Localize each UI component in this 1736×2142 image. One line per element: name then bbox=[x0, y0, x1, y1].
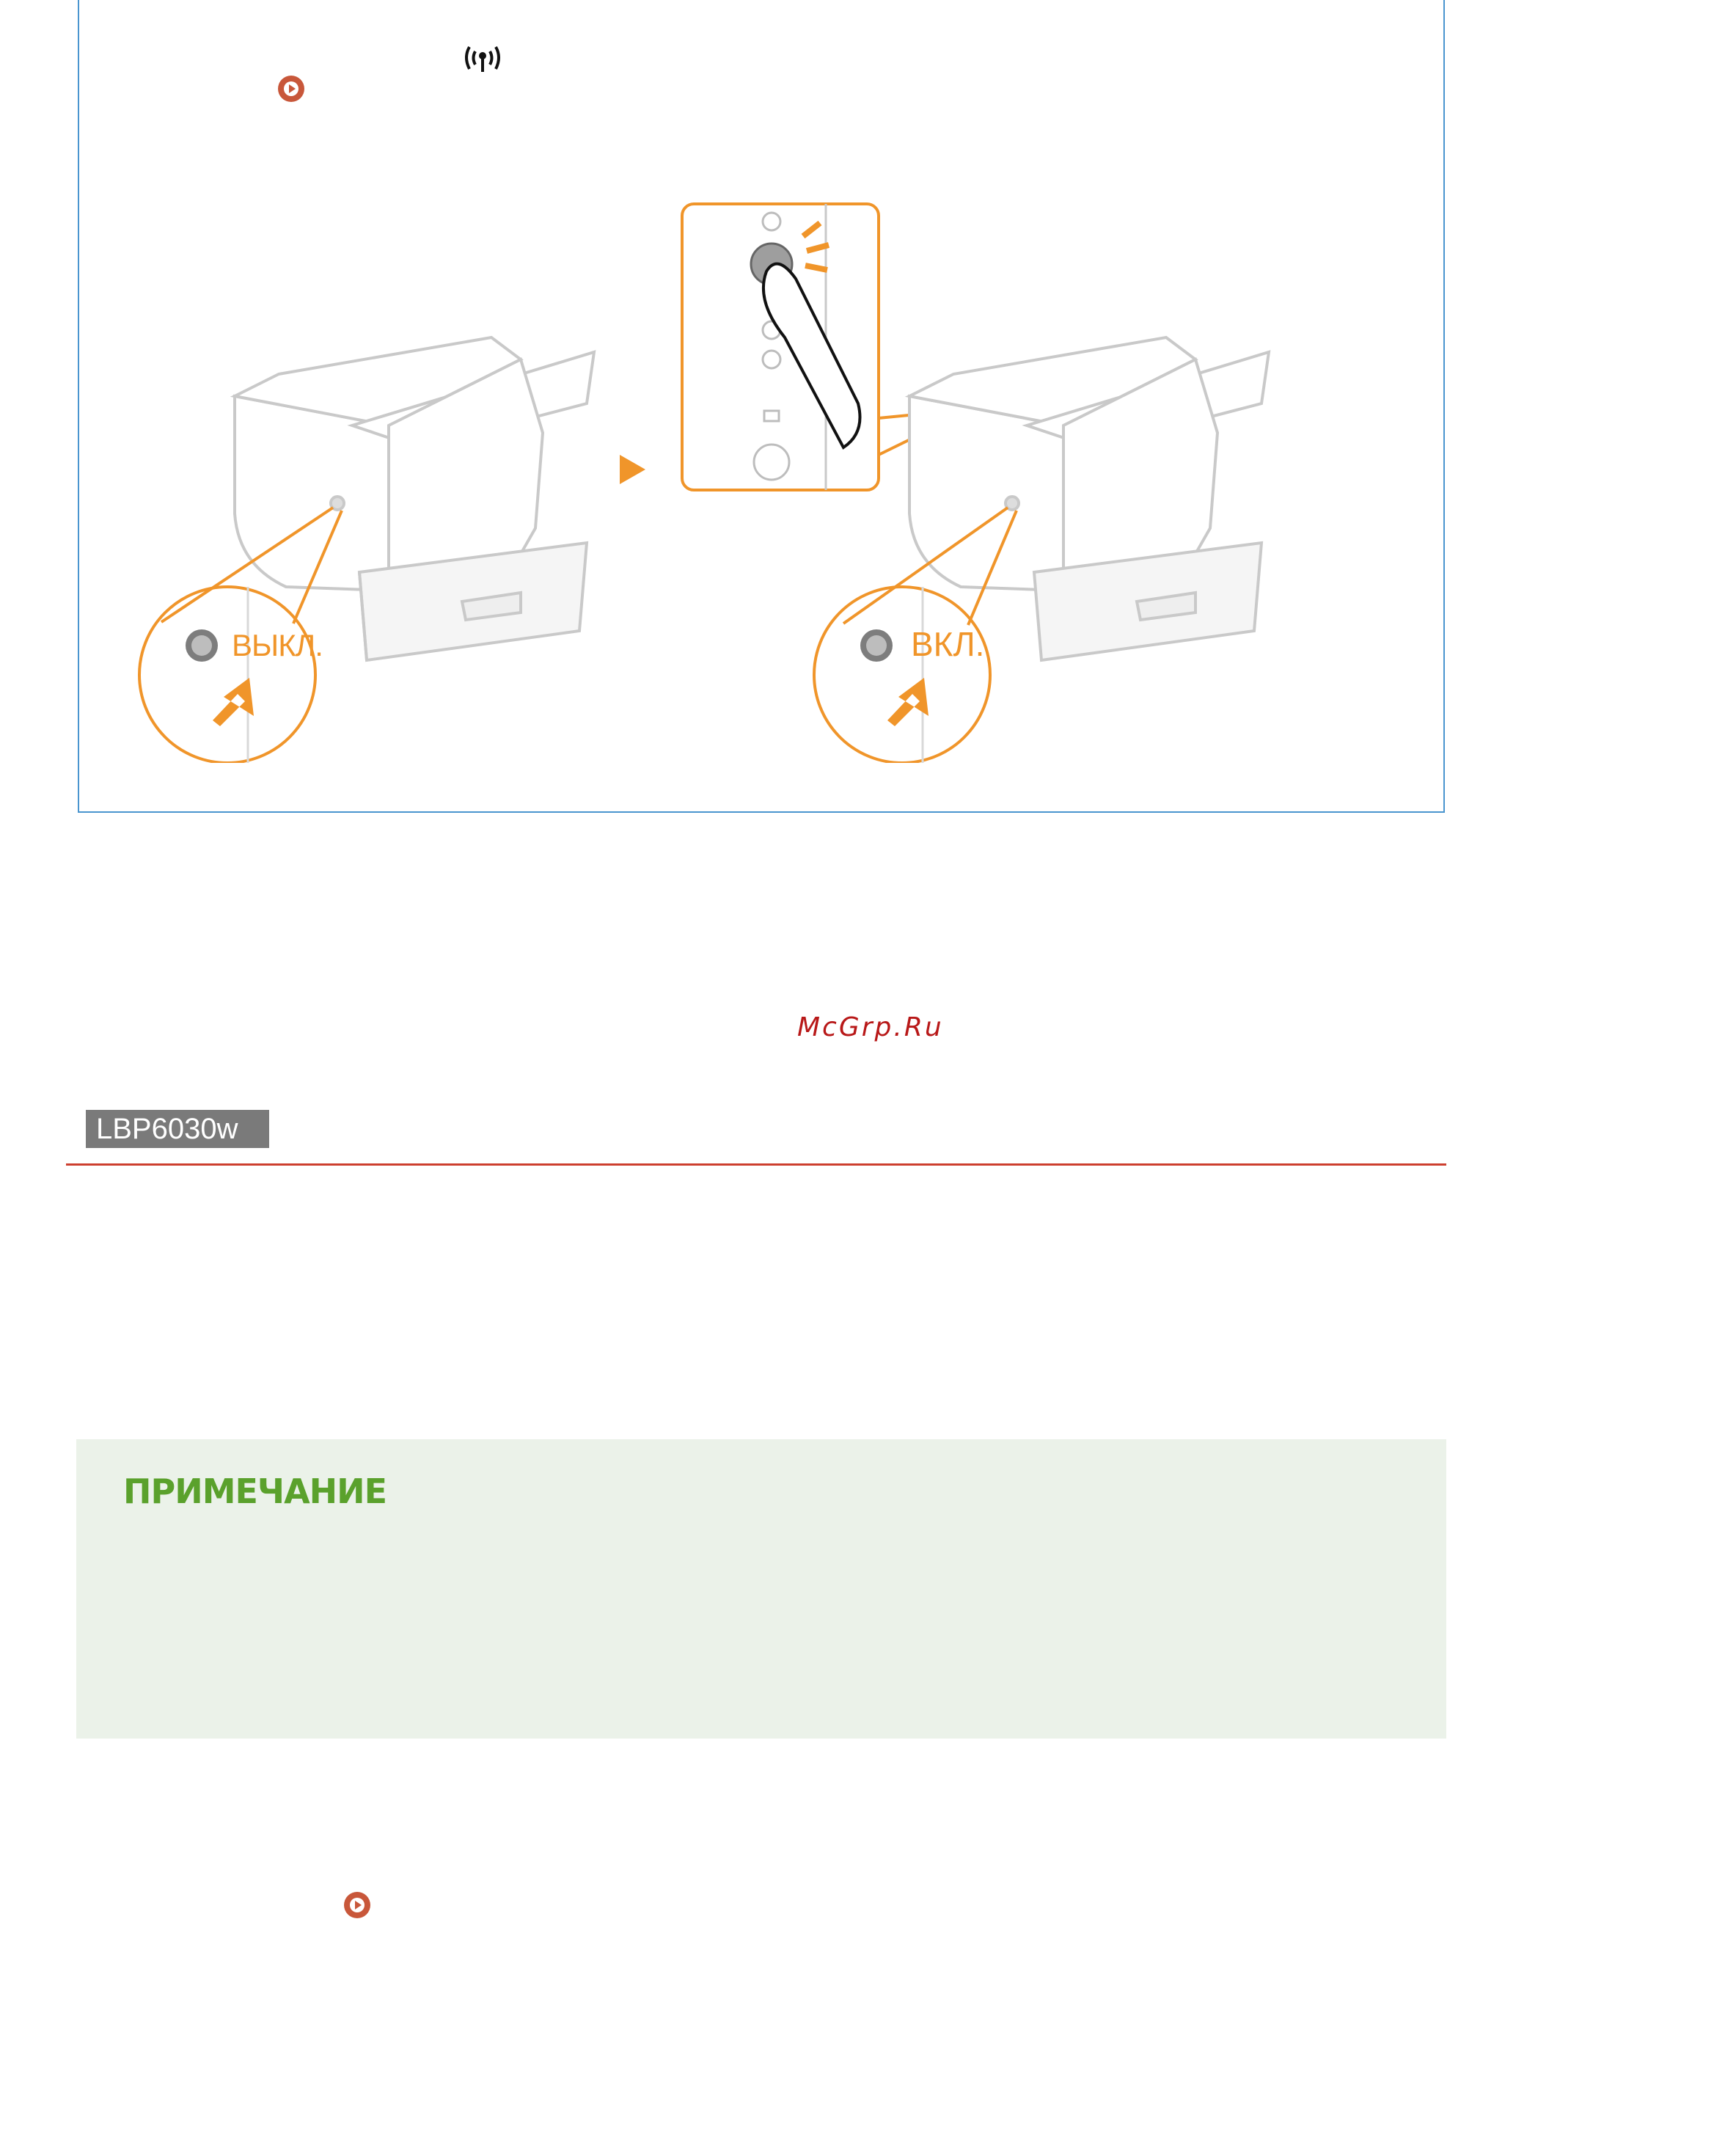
note-box bbox=[76, 1439, 1446, 1739]
watermark-text: McGrp.Ru bbox=[797, 1012, 944, 1042]
section-divider bbox=[66, 1163, 1446, 1166]
off-label: ВЫКЛ. bbox=[232, 628, 323, 662]
on-label: ВКЛ. bbox=[911, 625, 985, 663]
link-arrow-icon[interactable] bbox=[343, 1891, 371, 1919]
note-title: ПРИМЕЧАНИЕ bbox=[123, 1472, 387, 1511]
printer-wireless-setup-illustration bbox=[110, 191, 1320, 763]
link-arrow-icon[interactable] bbox=[277, 75, 305, 103]
model-badge: LBP6030w bbox=[86, 1110, 269, 1148]
panel-arrow bbox=[620, 455, 645, 484]
wifi-button-icon bbox=[462, 43, 503, 75]
